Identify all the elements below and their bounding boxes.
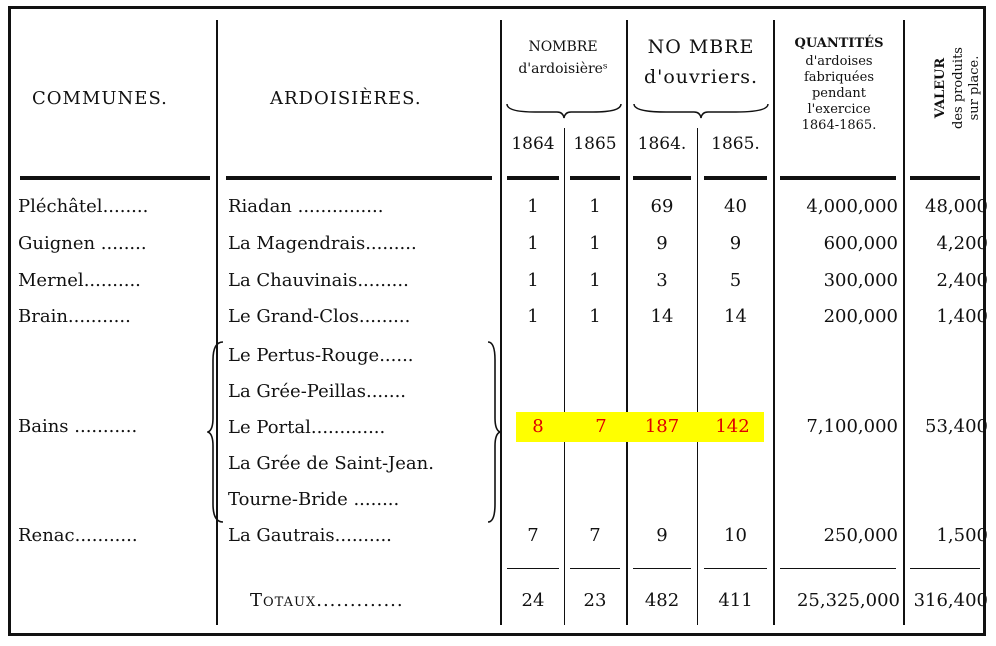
header-rule [633,176,691,180]
total-nombre-1865: 23 [583,590,607,611]
nombre-1865-cell: 7 [589,525,601,546]
total-rule [507,568,559,569]
header-1865: 1865. [711,134,760,154]
commune-cell: Renac........... [18,525,138,546]
valeur-cell: 4,200 [936,233,988,254]
ouvriers-1864-cell: 187 [644,416,680,437]
valeur-cell: 1,400 [936,306,988,327]
quantite-cell: 7,100,000 [806,416,898,437]
col-divider [216,20,218,625]
header-quantites-line: pendant [811,86,867,101]
nombre-1865-cell: 1 [589,306,601,327]
header-rule [910,176,980,180]
nombre-1864-cell: 1 [527,306,539,327]
header-ouvriers-sub: d'ouvriers. [643,66,759,88]
total-rule [570,568,620,569]
ouvriers-1865-cell: 9 [729,233,742,254]
ouvriers-1864-cell: 14 [650,306,674,327]
header-quantites-line: 1864-1865. [801,118,877,133]
ouvriers-1864-cell: 9 [656,233,668,254]
total-quantite: 25,325,000 [796,590,900,611]
header-quantites-line: l'exercice [807,102,871,117]
ouvriers-1865-cell: 10 [724,525,747,546]
nombre-brace [505,102,623,120]
commune-cell: Mernel.......... [18,270,141,291]
ardoisiere-cell: La Grée de Saint-Jean. [228,453,434,474]
total-rule [704,568,767,569]
header-nombre: NOMBRE [528,39,598,55]
total-valeur: 316,400 [913,590,988,611]
header-rule [507,176,559,180]
ouvriers-1865-cell: 5 [729,270,742,291]
ardoisiere-cell: La Gautrais.......... [228,525,392,546]
header-ouvriers: NO MBRE [647,36,755,58]
col-divider [773,20,775,625]
header-valeur-line: sur place. [967,55,982,121]
total-ouvriers-1865: 411 [718,590,753,611]
ouvriers-1865-cell: 14 [724,306,747,327]
ouvriers-1865-cell: 142 [715,416,750,437]
ouvriers-1864-cell: 69 [650,196,674,217]
ardoisiere-cell: Le Portal............. [228,417,386,438]
ardoisiere-cell: Le Grand-Clos......... [228,306,411,327]
ardoisiere-cell: Le Pertus-Rouge...... [228,345,414,366]
total-rule [780,568,896,569]
total-ouvriers-1864: 482 [644,590,680,611]
header-1864: 1864 [511,134,555,154]
nombre-1864-cell: 1 [527,233,539,254]
right-brace [487,340,501,524]
nombre-1864-cell: 1 [527,270,539,291]
header-quantites: QUANTITÉS [794,36,884,51]
quantite-cell: 200,000 [823,306,898,327]
header-quantites-line: d'ardoises [805,54,873,69]
total-rule [633,568,691,569]
commune-cell: Pléchâtel........ [18,196,149,217]
commune-cell: Guignen ........ [18,233,147,254]
header-ardoisieres: ARDOISIÈRES. [270,88,422,109]
left-brace [207,340,225,524]
ardoisiere-cell: Tourne-Bride ........ [228,489,400,510]
totals-label: Totaux............. [250,590,404,611]
total-rule [910,568,980,569]
ouvriers-1865-cell: 40 [724,196,747,217]
ouvriers-1864-cell: 3 [656,270,668,291]
nombre-1865-cell: 1 [589,270,601,291]
valeur-cell: 53,400 [925,416,988,437]
header-quantites-line: fabriquées [803,70,874,85]
header-nombre-sub: d'ardoisièreˢ [518,61,608,77]
nombre-1864-cell: 8 [532,416,544,437]
nombre-1864-cell: 1 [527,196,539,217]
header-rule [20,176,210,180]
nombre-1865-cell: 7 [595,416,607,437]
valeur-cell: 1,500 [936,525,988,546]
commune-cell: Bains ........... [18,416,138,437]
total-nombre-1864: 24 [521,590,545,611]
header-1865: 1865 [573,134,617,154]
col-divider [903,20,905,625]
header-valeur-line: des produits [951,47,966,129]
nombre-1864-cell: 7 [527,525,539,546]
header-rule [704,176,767,180]
ouvriers-brace [632,102,770,120]
ardoisiere-cell: La Chauvinais......... [228,270,409,291]
header-1864: 1864. [637,134,687,154]
nombre-1865-cell: 1 [589,196,601,217]
commune-cell: Brain........... [18,306,131,327]
quantite-cell: 4,000,000 [806,196,898,217]
ouvriers-1864-cell: 9 [656,525,668,546]
header-rule [570,176,620,180]
quantite-cell: 300,000 [823,270,898,291]
header-rule [226,176,492,180]
ardoisiere-cell: La Magendrais......... [228,233,417,254]
header-valeur: VALEUR [933,57,948,119]
header-rule [780,176,896,180]
valeur-cell: 48,000 [925,196,988,217]
nombre-1865-cell: 1 [589,233,601,254]
ardoisiere-cell: La Grée-Peillas....... [228,381,407,402]
quantite-cell: 600,000 [823,233,898,254]
valeur-cell: 2,400 [936,270,988,291]
quantite-cell: 250,000 [823,525,898,546]
header-communes: COMMUNES. [32,88,168,109]
ardoisiere-cell: Riadan ............... [228,196,384,217]
